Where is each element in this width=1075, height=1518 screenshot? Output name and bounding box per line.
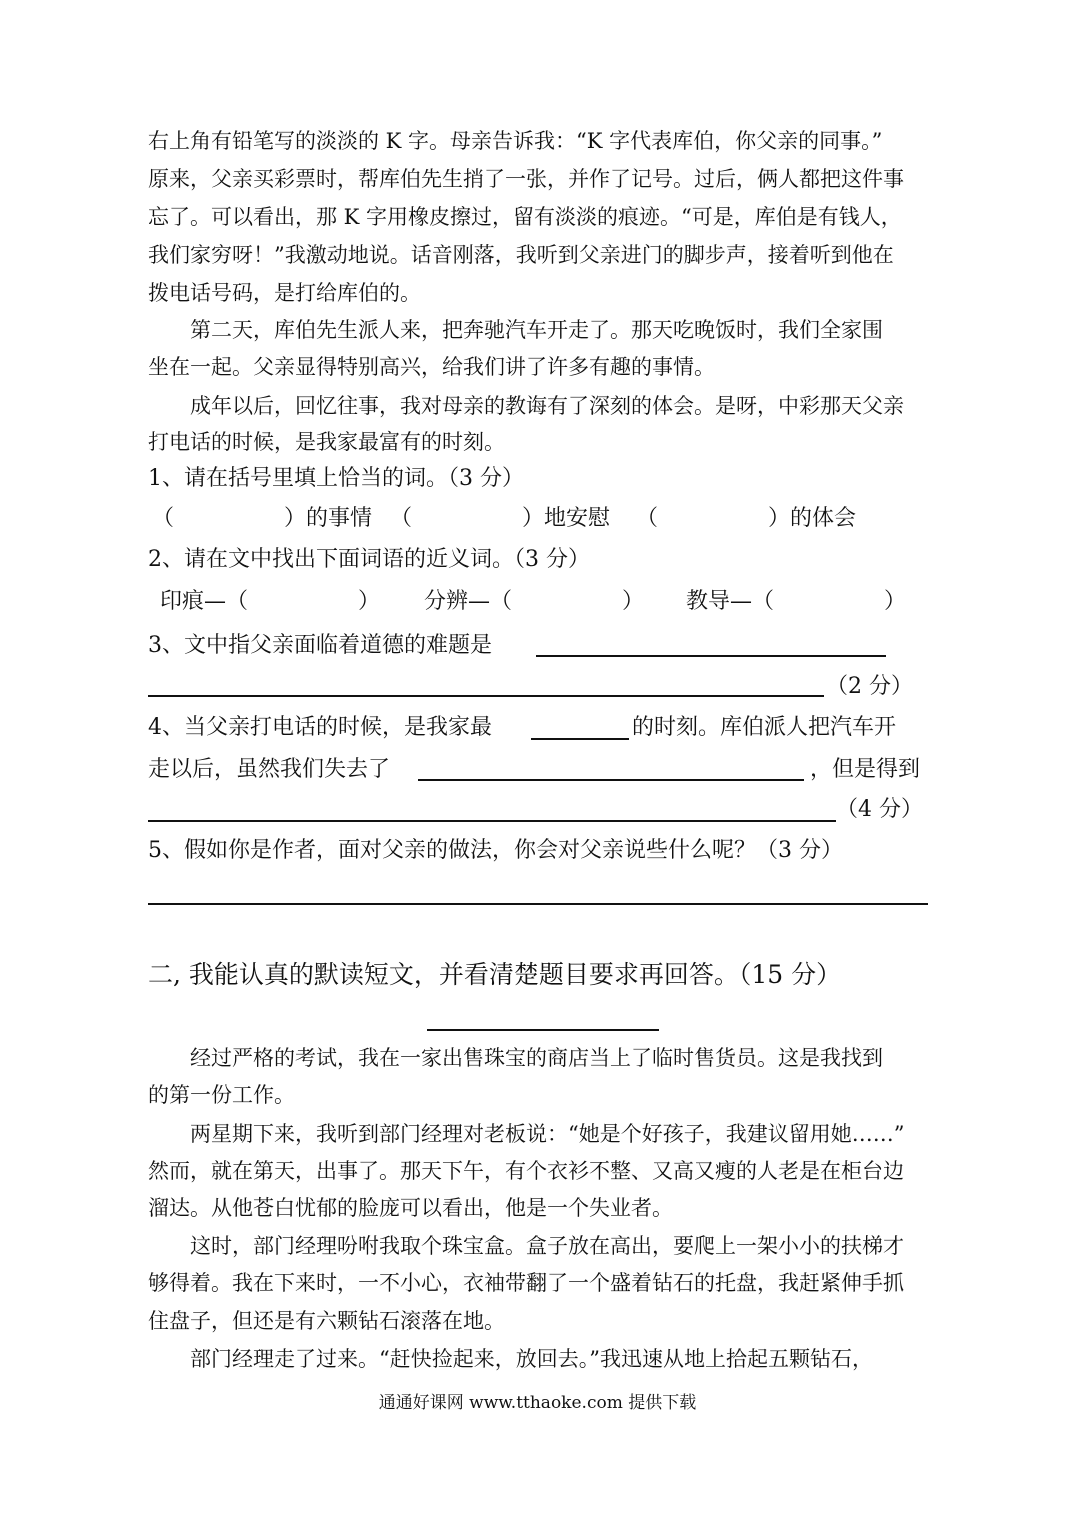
question-1-blank-2[interactable]: （ ）地安慰 [390,506,611,531]
question-2-blank-2[interactable]: 分辨—（ ） [424,589,645,614]
section-2-heading: 二, 我能认真的默读短文，并看清楚题目要求再回答。（15 分） [148,960,842,989]
passage-2-line: 的第一份工作。 [148,1083,295,1107]
question-4-blank-2[interactable] [418,779,804,781]
question-1-blank-1[interactable]: （ ）的事情 [152,506,373,531]
question-3-answer-line[interactable] [536,655,886,657]
question-1-prompt: 1、请在括号里填上恰当的词。（3 分） [148,466,524,491]
passage-line: 第二天，库伯先生派人来，把奔驰汽车开走了。那天吃晚饭时，我们全家围 [148,318,883,342]
question-3-points: （2 分） [826,674,913,699]
passage-line: 坐在一起。父亲显得特别高兴，给我们讲了许多有趣的事情。 [148,355,715,379]
question-1-blank-3[interactable]: （ ）的体会 [636,506,857,531]
question-2-blank-1[interactable]: 印痕—（ ） [160,589,381,614]
question-4-blank-1[interactable] [531,738,629,740]
passage-line: 原来，父亲买彩票时，帮库伯先生捎了一张，并作了记号。过后，俩人都把这件事 [148,167,904,191]
passage-line: 我们家穷呀！”我激动地说。话音刚落，我听到父亲进门的脚步声，接着听到他在 [148,243,894,267]
passage-line: 右上角有铅笔写的淡淡的 K 字。母亲告诉我：“K 字代表库伯，你父亲的同事。” [148,129,883,153]
question-5-answer-line[interactable] [148,903,928,905]
passage-line: 成年以后，回忆往事，我对母亲的教诲有了深刻的体会。是呀，中彩那天父亲 [148,394,904,418]
question-2-blank-3[interactable]: 教导—（ ） [686,589,907,614]
question-4-blank-3[interactable] [148,820,836,822]
question-4-part-4: ，但是得到 [810,757,921,782]
section-2-title-blank[interactable] [427,1029,659,1031]
passage-2-line: 够得着。我在下来时，一不小心，衣袖带翻了一个盛着钻石的托盘，我赶紧伸手抓 [148,1271,904,1295]
question-4-points: （4 分） [836,797,923,822]
passage-2-line: 这时，部门经理吩咐我取个珠宝盒。盒子放在高出，要爬上一架小小的扶梯才 [148,1234,904,1258]
passage-2-line: 然而，就在第天，出事了。那天下午，有个衣衫不整、又高又瘦的人老是在柜台边 [148,1159,904,1183]
passage-2-line: 住盘子，但还是有六颗钻石滚落在地。 [148,1309,505,1333]
question-4-part-3: 走以后，虽然我们失去了 [148,757,391,782]
passage-line: 拨电话号码，是打给库伯的。 [148,281,421,305]
question-3-answer-line-2[interactable] [148,695,824,697]
question-5-prompt: 5、假如你是作者，面对父亲的做法，你会对父亲说些什么呢？（3 分） [148,838,843,863]
passage-2-line: 经过严格的考试，我在一家出售珠宝的商店当上了临时售货员。这是我找到 [148,1046,883,1070]
question-3-prompt: 3、文中指父亲面临着道德的难题是 [148,633,492,658]
passage-line: 打电话的时候，是我家最富有的时刻。 [148,430,505,454]
passage-2-line: 部门经理走了过来。“赶快捡起来，放回去。”我迅速从地上拾起五颗钻石， [148,1347,873,1371]
page-footer: 通通好课网 www.tthaoke.com 提供下载 [378,1393,697,1413]
question-4-part-1: 4、当父亲打电话的时候，是我家最 [148,715,492,740]
question-4-part-2: 的时刻。库伯派人把汽车开 [632,715,897,740]
passage-line: 忘了。可以看出，那 K 字用橡皮擦过，留有淡淡的痕迹。“可是，库伯是有钱人， [148,205,902,229]
passage-2-line: 两星期下来，我听到部门经理对老板说：“她是个好孩子，我建议留用她……” [148,1122,905,1146]
passage-2-line: 溜达。从他苍白忧郁的脸庞可以看出，他是一个失业者。 [148,1196,673,1220]
question-2-prompt: 2、请在文中找出下面词语的近义词。（3 分） [148,547,590,572]
